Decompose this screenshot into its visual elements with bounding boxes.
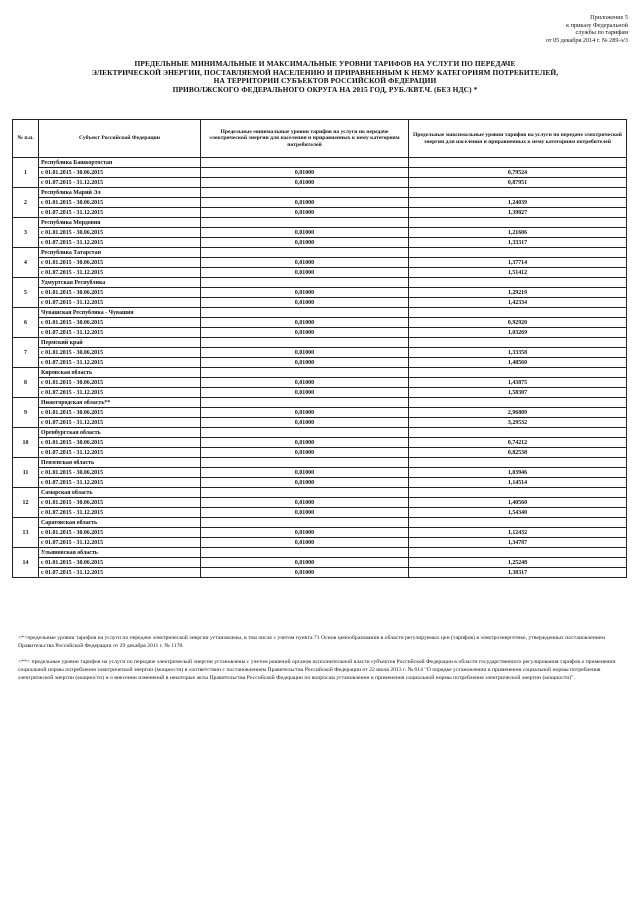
period-label: с 01.01.2015 - 30.06.2015 <box>39 468 201 478</box>
empty-cell <box>201 488 409 498</box>
period-row <box>13 568 627 578</box>
min-tariff-value: 0,01000 <box>201 328 409 338</box>
max-tariff-value: 0,79524 <box>409 168 627 178</box>
empty-cell <box>409 428 627 438</box>
row-number: 2 <box>13 188 39 218</box>
region-row <box>13 488 627 498</box>
document-title <box>40 60 610 94</box>
region-name: Удмуртская Республика <box>39 278 201 288</box>
header-min-tariff: Предельные минимальные уровни тарифов на услуги по передаче электрической энергии для населения и приравненных к нему категориям потребителей <box>201 120 409 158</box>
period-label: с 01.01.2015 - 30.06.2015 <box>39 438 201 448</box>
min-tariff-value: 0,01000 <box>201 318 409 328</box>
max-tariff-value: 1,51412 <box>409 268 627 278</box>
empty-cell <box>409 248 627 258</box>
region-row <box>13 188 627 198</box>
title-line: ПРЕДЕЛЬНЫЕ МИНИМАЛЬНЫЕ И МАКСИМАЛЬНЫЕ УРОВНИ ТАРИФОВ НА УСЛУГИ ПО ПЕРЕДАЧЕ <box>134 59 516 68</box>
period-row <box>13 528 627 538</box>
empty-cell <box>409 548 627 558</box>
empty-cell <box>201 368 409 378</box>
max-tariff-value: 1,37714 <box>409 258 627 268</box>
min-tariff-value: 0,01000 <box>201 388 409 398</box>
period-row <box>13 448 627 458</box>
empty-cell <box>409 338 627 348</box>
min-tariff-value: 0,01000 <box>201 348 409 358</box>
min-tariff-value: 0,01000 <box>201 208 409 218</box>
max-tariff-value: 1,34787 <box>409 538 627 548</box>
empty-cell <box>201 338 409 348</box>
period-row <box>13 258 627 268</box>
region-row <box>13 278 627 288</box>
footnote-2: <**> предельные уровни тарифов на услуги по передаче электрической энергии установлены с учетом решений органов исполнительной власти субъектов Российской Федерации в области государственного регулирования тарифов о применении социальной нормы потребления электрической энергии (мощности) в соответствии с постановлением Правительства Российской Федерации от 22 июля 2013 г. № 614 "О порядке установления и применения социальной нормы потребления электрической энергии (мощности) и о внесении изменений в некоторые акты Правительства Российской Федерации по вопросам установления и применения социальной нормы потребления электрической энергии (мощности)". <box>18 659 616 681</box>
region-name: Республика Башкортостан <box>39 158 201 168</box>
empty-cell <box>201 218 409 228</box>
region-row <box>13 218 627 228</box>
region-name: Самарская область <box>39 488 201 498</box>
period-label: с 01.07.2015 - 31.12.2015 <box>39 448 201 458</box>
period-row <box>13 268 627 278</box>
min-tariff-value: 0,01000 <box>201 508 409 518</box>
max-tariff-value: 1,14514 <box>409 478 627 488</box>
empty-cell <box>409 458 627 468</box>
empty-cell <box>409 188 627 198</box>
period-row <box>13 298 627 308</box>
region-row <box>13 548 627 558</box>
row-number: 9 <box>13 398 39 428</box>
period-label: с 01.01.2015 - 30.06.2015 <box>39 408 201 418</box>
period-row <box>13 438 627 448</box>
max-tariff-value: 1,58307 <box>409 388 627 398</box>
min-tariff-value: 0,01000 <box>201 528 409 538</box>
period-label: с 01.07.2015 - 31.12.2015 <box>39 178 201 188</box>
period-row <box>13 228 627 238</box>
period-label: с 01.07.2015 - 31.12.2015 <box>39 508 201 518</box>
min-tariff-value: 0,01000 <box>201 538 409 548</box>
region-row <box>13 248 627 258</box>
period-label: с 01.01.2015 - 30.06.2015 <box>39 228 201 238</box>
min-tariff-value: 0,01000 <box>201 268 409 278</box>
row-number: 14 <box>13 548 39 578</box>
title-line: ПРИВОЛЖСКОГО ФЕДЕРАЛЬНОГО ОКРУГА НА 2015 ГОД, РУБ./КВТ.Ч. (БЕЗ НДС) * <box>172 84 478 94</box>
empty-cell <box>409 488 627 498</box>
empty-cell <box>201 458 409 468</box>
region-row <box>13 428 627 438</box>
period-label: с 01.01.2015 - 30.06.2015 <box>39 498 201 508</box>
period-label: с 01.07.2015 - 31.12.2015 <box>39 388 201 398</box>
header-num: № п.п. <box>13 120 39 158</box>
min-tariff-value: 0,01000 <box>201 438 409 448</box>
min-tariff-value: 0,01000 <box>201 498 409 508</box>
period-row <box>13 168 627 178</box>
period-row <box>13 418 627 428</box>
period-row <box>13 388 627 398</box>
empty-cell <box>409 308 627 318</box>
period-row <box>13 408 627 418</box>
max-tariff-value: 1,03269 <box>409 328 627 338</box>
row-number: 13 <box>13 518 39 548</box>
max-tariff-value: 1,21606 <box>409 228 627 238</box>
min-tariff-value: 0,01000 <box>201 358 409 368</box>
period-label: с 01.01.2015 - 30.06.2015 <box>39 378 201 388</box>
period-row <box>13 508 627 518</box>
row-number: 11 <box>13 458 39 488</box>
region-name: Оренбургская область <box>39 428 201 438</box>
period-row <box>13 538 627 548</box>
period-row <box>13 198 627 208</box>
max-tariff-value: 0,82538 <box>409 448 627 458</box>
empty-cell <box>201 158 409 168</box>
region-row <box>13 338 627 348</box>
region-name: Республика Мордовия <box>39 218 201 228</box>
max-tariff-value: 0,87951 <box>409 178 627 188</box>
empty-cell <box>409 158 627 168</box>
period-label: с 01.01.2015 - 30.06.2015 <box>39 528 201 538</box>
period-label: с 01.07.2015 - 31.12.2015 <box>39 568 201 578</box>
min-tariff-value: 0,01000 <box>201 558 409 568</box>
region-name: Саратовская область <box>39 518 201 528</box>
row-number: 6 <box>13 308 39 338</box>
max-tariff-value: 2,96809 <box>409 408 627 418</box>
max-tariff-value: 1,39827 <box>409 208 627 218</box>
period-label: с 01.07.2015 - 31.12.2015 <box>39 238 201 248</box>
min-tariff-value: 0,01000 <box>201 298 409 308</box>
period-row <box>13 318 627 328</box>
region-row <box>13 518 627 528</box>
min-tariff-value: 0,01000 <box>201 288 409 298</box>
empty-cell <box>409 398 627 408</box>
empty-cell <box>409 278 627 288</box>
table-header-row <box>13 120 627 158</box>
region-row <box>13 458 627 468</box>
max-tariff-value: 1,43875 <box>409 378 627 388</box>
empty-cell <box>201 518 409 528</box>
title-line: НА ТЕРРИТОРИИ СУБЪЕКТОВ РОССИЙСКОЙ ФЕДЕРАЦИИ <box>213 76 437 86</box>
empty-cell <box>201 248 409 258</box>
appendix-line: к приказу Федеральной <box>566 21 628 29</box>
empty-cell <box>409 518 627 528</box>
min-tariff-value: 0,01000 <box>201 568 409 578</box>
period-label: с 01.07.2015 - 31.12.2015 <box>39 208 201 218</box>
min-tariff-value: 0,01000 <box>201 418 409 428</box>
appendix-header <box>428 14 628 44</box>
row-number: 1 <box>13 158 39 188</box>
region-name: Пермский край <box>39 338 201 348</box>
min-tariff-value: 0,01000 <box>201 378 409 388</box>
max-tariff-value: 1,12432 <box>409 528 627 538</box>
region-name: Республика Татарстан <box>39 248 201 258</box>
period-row <box>13 328 627 338</box>
region-row <box>13 398 627 408</box>
row-number: 10 <box>13 428 39 458</box>
max-tariff-value: 1,29219 <box>409 288 627 298</box>
period-row <box>13 288 627 298</box>
period-row <box>13 378 627 388</box>
period-label: с 01.07.2015 - 31.12.2015 <box>39 268 201 278</box>
row-number: 5 <box>13 278 39 308</box>
period-row <box>13 468 627 478</box>
period-label: с 01.01.2015 - 30.06.2015 <box>39 198 201 208</box>
appendix-line: от 05 декабря 2014 г. № 289-э/3 <box>545 36 628 44</box>
row-number: 4 <box>13 248 39 278</box>
period-label: с 01.01.2015 - 30.06.2015 <box>39 258 201 268</box>
row-number: 3 <box>13 218 39 248</box>
period-row <box>13 178 627 188</box>
region-name: Пензенская область <box>39 458 201 468</box>
empty-cell <box>201 308 409 318</box>
header-max-tariff: Предельные максимальные уровни тарифов на услуги по передаче электрической энергии для населения и приравненных к нему категориям потребителей <box>409 120 627 158</box>
period-label: с 01.01.2015 - 30.06.2015 <box>39 288 201 298</box>
period-label: с 01.07.2015 - 31.12.2015 <box>39 478 201 488</box>
region-name: Чувашская Республика - Чувашия <box>39 308 201 318</box>
period-label: с 01.01.2015 - 30.06.2015 <box>39 168 201 178</box>
table-body <box>13 158 627 578</box>
period-row <box>13 478 627 488</box>
max-tariff-value: 1,24039 <box>409 198 627 208</box>
min-tariff-value: 0,01000 <box>201 478 409 488</box>
region-row <box>13 308 627 318</box>
empty-cell <box>201 278 409 288</box>
period-row <box>13 498 627 508</box>
period-row <box>13 348 627 358</box>
min-tariff-value: 0,01000 <box>201 178 409 188</box>
min-tariff-value: 0,01000 <box>201 238 409 248</box>
region-name: Ульяновская область <box>39 548 201 558</box>
period-row <box>13 238 627 248</box>
period-label: с 01.07.2015 - 31.12.2015 <box>39 298 201 308</box>
empty-cell <box>409 218 627 228</box>
footnotes <box>18 634 623 690</box>
period-label: с 01.01.2015 - 30.06.2015 <box>39 558 201 568</box>
min-tariff-value: 0,01000 <box>201 258 409 268</box>
min-tariff-value: 0,01000 <box>201 468 409 478</box>
max-tariff-value: 1,33317 <box>409 238 627 248</box>
row-number: 12 <box>13 488 39 518</box>
header-subject: Субъект Российской Федерации <box>39 120 201 158</box>
row-number: 8 <box>13 368 39 398</box>
max-tariff-value: 1,42334 <box>409 298 627 308</box>
min-tariff-value: 0,01000 <box>201 198 409 208</box>
period-row <box>13 558 627 568</box>
period-row <box>13 208 627 218</box>
max-tariff-value: 1,40560 <box>409 498 627 508</box>
period-row <box>13 358 627 368</box>
period-label: с 01.01.2015 - 30.06.2015 <box>39 318 201 328</box>
max-tariff-value: 1,03946 <box>409 468 627 478</box>
max-tariff-value: 1,33358 <box>409 348 627 358</box>
empty-cell <box>201 548 409 558</box>
footnote-1: <*>предельные уровни тарифов на услуги по передаче электрической энергии установлены, в том числе с учетом пункта 71 Основ ценообразования в области регулируемых цен (тарифов) в электроэнергетике, утвержденных постановлением Правительства Российской Федерации от 29 декабря 2011 г. № 1178. <box>18 635 605 649</box>
period-label: с 01.07.2015 - 31.12.2015 <box>39 328 201 338</box>
period-label: с 01.01.2015 - 30.06.2015 <box>39 348 201 358</box>
title-line: ЭЛЕКТРИЧЕСКОЙ ЭНЕРГИИ, ПОСТАВЛЯЕМОЙ НАСЕЛЕНИЮ И ПРИРАВНЕННЫМ К НЕМУ КАТЕГОРИЯМ ПОТРЕБИТЕЛЕЙ, <box>91 67 559 77</box>
region-name: Нижегородская область** <box>39 398 201 408</box>
min-tariff-value: 0,01000 <box>201 448 409 458</box>
period-label: с 01.07.2015 - 31.12.2015 <box>39 418 201 428</box>
empty-cell <box>201 428 409 438</box>
min-tariff-value: 0,01000 <box>201 228 409 238</box>
min-tariff-value: 0,01000 <box>201 408 409 418</box>
appendix-line: Приложение 5 <box>590 14 628 21</box>
row-number: 7 <box>13 338 39 368</box>
period-label: с 01.07.2015 - 31.12.2015 <box>39 538 201 548</box>
region-name: Республика Марий Эл <box>39 188 201 198</box>
max-tariff-value: 1,48560 <box>409 358 627 368</box>
min-tariff-value: 0,01000 <box>201 168 409 178</box>
max-tariff-value: 3,29532 <box>409 418 627 428</box>
empty-cell <box>409 368 627 378</box>
region-row <box>13 158 627 168</box>
max-tariff-value: 1,38317 <box>409 568 627 578</box>
max-tariff-value: 1,54340 <box>409 508 627 518</box>
empty-cell <box>201 398 409 408</box>
max-tariff-value: 0,74212 <box>409 438 627 448</box>
region-row <box>13 368 627 378</box>
region-name: Кировская область <box>39 368 201 378</box>
appendix-line: службы по тарифам <box>575 29 628 37</box>
tariff-table <box>12 119 627 578</box>
empty-cell <box>201 188 409 198</box>
max-tariff-value: 0,92920 <box>409 318 627 328</box>
period-label: с 01.07.2015 - 31.12.2015 <box>39 358 201 368</box>
max-tariff-value: 1,25248 <box>409 558 627 568</box>
